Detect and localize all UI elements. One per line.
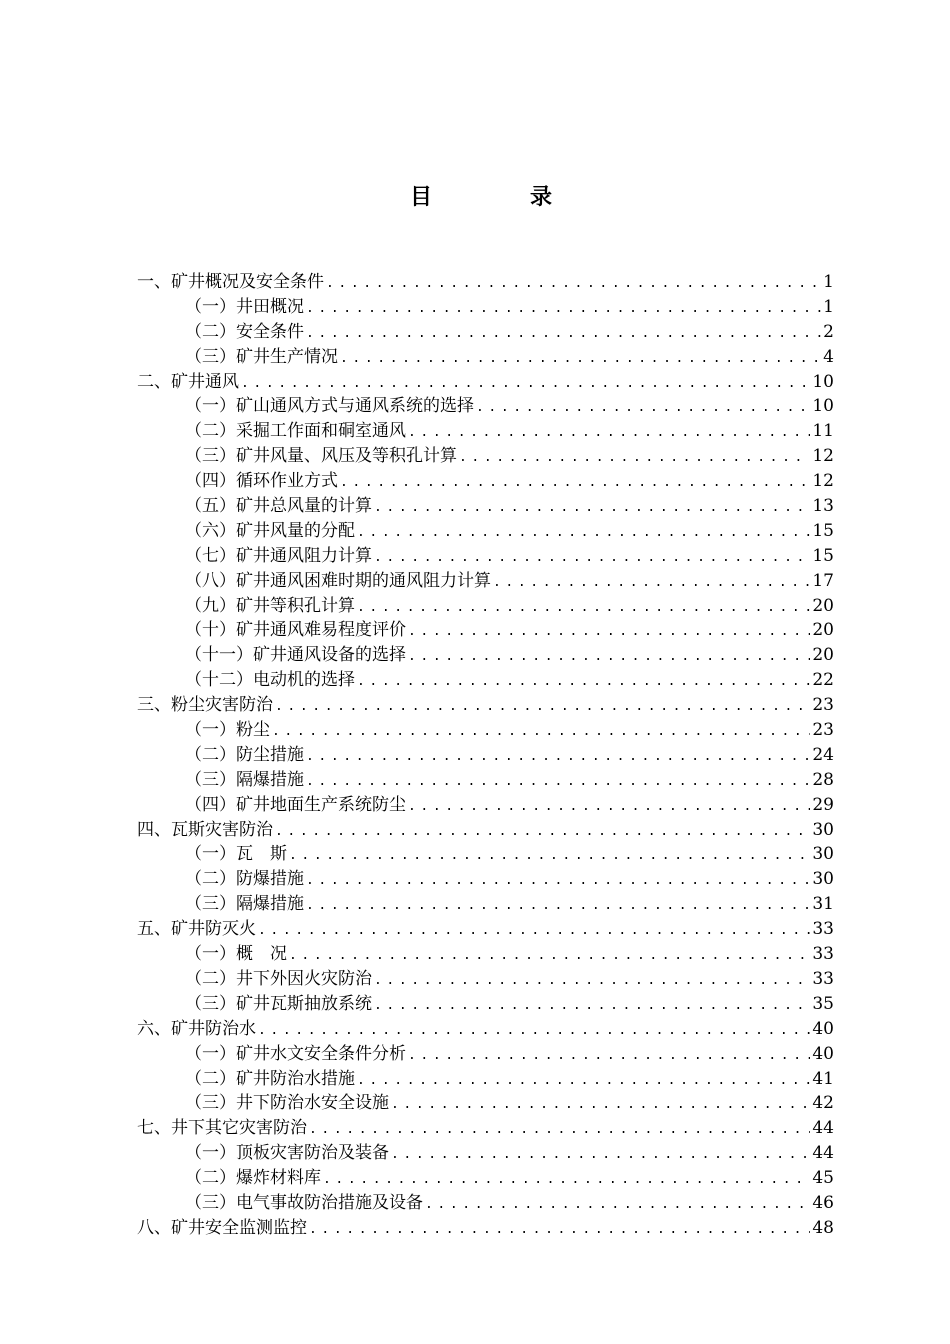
toc-dot-leader (338, 471, 810, 496)
table-of-contents (137, 270, 834, 1241)
toc-dot-leader (304, 322, 821, 347)
toc-entry-label: （十一）矿井通风设备的选择 (185, 645, 406, 666)
toc-entry-label: （六）矿井风量的分配 (185, 520, 355, 541)
toc-section-entry[interactable] (137, 892, 834, 917)
toc-entry-label: （二）防爆措施 (185, 869, 304, 890)
toc-section-entry[interactable] (137, 992, 834, 1017)
toc-section-entry[interactable] (137, 444, 834, 469)
toc-dot-leader (355, 596, 810, 621)
toc-entry-label: （三）隔爆措施 (185, 769, 304, 790)
toc-section-entry[interactable] (137, 519, 834, 544)
toc-page-number: 22 (812, 670, 834, 691)
toc-entry-label: （一）瓦 斯 (185, 844, 287, 865)
toc-page-number: 46 (812, 1192, 834, 1213)
toc-section-entry[interactable] (137, 1141, 834, 1166)
toc-dot-leader (321, 1168, 810, 1193)
toc-section-entry[interactable] (137, 419, 834, 444)
toc-dot-leader (273, 820, 810, 845)
toc-entry-label: 一、矿井概况及安全条件 (137, 272, 324, 292)
toc-page-number: 33 (812, 944, 834, 965)
toc-dot-leader (406, 1044, 810, 1069)
toc-dot-leader (406, 795, 810, 820)
toc-dot-leader (287, 844, 810, 869)
toc-section-entry[interactable] (137, 867, 834, 892)
toc-page-number: 35 (812, 993, 834, 1014)
toc-entry-label: （三）隔爆措施 (185, 894, 304, 915)
toc-page-number: 20 (812, 645, 834, 666)
toc-dot-leader (389, 1143, 810, 1168)
toc-entry-label: （二）防尘措施 (185, 744, 304, 765)
toc-entry-label: （五）矿井总风量的计算 (185, 496, 372, 517)
toc-page-number: 44 (812, 1143, 834, 1164)
toc-dot-leader (304, 297, 821, 322)
toc-section-entry[interactable] (137, 320, 834, 345)
toc-section-entry[interactable] (137, 1191, 834, 1216)
toc-dot-leader (372, 994, 810, 1019)
toc-entry-label: （三）矿井风量、风压及等积孔计算 (185, 446, 457, 467)
toc-section-entry[interactable] (137, 594, 834, 619)
toc-page-number: 20 (812, 595, 834, 616)
toc-entry-label: （四）矿井地面生产系统防尘 (185, 794, 406, 815)
toc-page-number: 20 (812, 620, 834, 641)
toc-dot-leader (338, 347, 821, 372)
toc-entry-label: 二、矿井通风 (137, 371, 239, 392)
toc-dot-leader (406, 645, 810, 670)
toc-section-entry[interactable] (137, 668, 834, 693)
toc-section-entry[interactable] (137, 544, 834, 569)
toc-page-number: 15 (812, 520, 834, 541)
toc-page-number: 11 (812, 421, 834, 442)
toc-page-number: 40 (812, 1043, 834, 1064)
toc-dot-leader (287, 944, 810, 969)
toc-chapter-entry[interactable] (137, 1216, 834, 1241)
toc-page-number: 42 (812, 1093, 834, 1114)
toc-section-entry[interactable] (137, 494, 834, 519)
toc-page-number: 41 (812, 1068, 834, 1089)
toc-dot-leader (324, 272, 821, 297)
toc-entry-label: （二）采掘工作面和硐室通风 (185, 421, 406, 442)
toc-dot-leader (406, 421, 810, 446)
toc-dot-leader (491, 571, 810, 596)
toc-chapter-entry[interactable] (137, 917, 834, 942)
toc-dot-leader (304, 745, 810, 770)
toc-chapter-entry[interactable] (137, 818, 834, 843)
toc-section-entry[interactable] (137, 842, 834, 867)
toc-page-number: 30 (812, 819, 834, 840)
toc-dot-leader (389, 1093, 810, 1118)
toc-section-entry[interactable] (137, 718, 834, 743)
toc-dot-leader (307, 1218, 810, 1243)
toc-entry-label: （一）粉尘 (185, 720, 270, 741)
toc-page-number: 40 (812, 1018, 834, 1039)
toc-section-entry[interactable] (137, 1091, 834, 1116)
toc-page-number: 31 (812, 894, 834, 915)
toc-page-number: 13 (812, 496, 834, 517)
toc-entry-label: （九）矿井等积孔计算 (185, 595, 355, 616)
toc-section-entry[interactable] (137, 643, 834, 668)
toc-page-number: 10 (812, 371, 834, 392)
toc-page-number: 24 (812, 744, 834, 765)
toc-entry-label: 八、矿井安全监测监控 (137, 1217, 307, 1238)
toc-entry-label: （七）矿井通风阻力计算 (185, 545, 372, 566)
toc-section-entry[interactable] (137, 768, 834, 793)
toc-dot-leader (307, 1118, 810, 1143)
toc-chapter-entry[interactable] (137, 370, 834, 395)
toc-entry-label: （一）矿山通风方式与通风系统的选择 (185, 396, 474, 417)
toc-section-entry[interactable] (137, 1067, 834, 1092)
toc-entry-label: （一）井田概况 (185, 296, 304, 317)
toc-entry-label: （二）安全条件 (185, 321, 304, 342)
toc-page-number: 44 (812, 1118, 834, 1139)
toc-chapter-entry[interactable] (137, 270, 834, 295)
toc-entry-label: （二）矿井防治水措施 (185, 1068, 355, 1089)
toc-page-number: 10 (812, 396, 834, 417)
toc-dot-leader (270, 720, 810, 745)
toc-dot-leader (355, 521, 810, 546)
toc-section-entry[interactable] (137, 569, 834, 594)
toc-dot-leader (256, 1019, 810, 1044)
toc-section-entry[interactable] (137, 743, 834, 768)
toc-section-entry[interactable] (137, 345, 834, 370)
toc-dot-leader (304, 894, 810, 919)
toc-entry-label: （十）矿井通风难易程度评价 (185, 620, 406, 641)
toc-dot-leader (304, 770, 810, 795)
toc-section-entry[interactable] (137, 469, 834, 494)
toc-page-number: 23 (812, 720, 834, 741)
toc-dot-leader (304, 869, 810, 894)
toc-page-number: 17 (812, 570, 834, 591)
toc-chapter-entry[interactable] (137, 1017, 834, 1042)
toc-page-number: 30 (812, 869, 834, 890)
toc-dot-leader (423, 1193, 810, 1218)
toc-page-number: 2 (823, 321, 834, 342)
toc-section-entry[interactable] (137, 394, 834, 419)
toc-page-number: 33 (812, 968, 834, 989)
toc-chapter-entry[interactable] (137, 1116, 834, 1141)
toc-section-entry[interactable] (137, 942, 834, 967)
toc-entry-label: （三）矿井瓦斯抽放系统 (185, 993, 372, 1014)
toc-page-number: 1 (823, 272, 834, 292)
toc-entry-label: （二）井下外因火灾防治 (185, 968, 372, 989)
toc-entry-label: （八）矿井通风困难时期的通风阻力计算 (185, 570, 491, 591)
toc-entry-label: （二）爆炸材料库 (185, 1168, 321, 1189)
toc-page-number: 30 (812, 844, 834, 865)
toc-dot-leader (239, 372, 810, 397)
toc-entry-label: （一）顶板灾害防治及装备 (185, 1143, 389, 1164)
toc-section-entry[interactable] (137, 1042, 834, 1067)
toc-section-entry[interactable] (137, 295, 834, 320)
toc-section-entry[interactable] (137, 793, 834, 818)
toc-entry-label: （三）井下防治水安全设施 (185, 1093, 389, 1114)
toc-page-number: 48 (812, 1217, 834, 1238)
toc-entry-label: （十二）电动机的选择 (185, 670, 355, 691)
toc-dot-leader (355, 1069, 810, 1094)
toc-page-number: 33 (812, 919, 834, 940)
toc-section-entry[interactable] (137, 967, 834, 992)
toc-entry-label: （一）矿井水文安全条件分析 (185, 1043, 406, 1064)
toc-page-number: 4 (823, 346, 834, 367)
toc-dot-leader (372, 969, 810, 994)
toc-section-entry[interactable] (137, 618, 834, 643)
toc-dot-leader (372, 546, 810, 571)
toc-page-number: 29 (812, 794, 834, 815)
toc-section-entry[interactable] (137, 1166, 834, 1191)
toc-page-number: 1 (823, 296, 834, 317)
toc-dot-leader (273, 695, 810, 720)
toc-dot-leader (256, 919, 810, 944)
toc-entry-label: （一）概 况 (185, 944, 287, 965)
toc-page-number: 12 (812, 471, 834, 492)
toc-entry-label: （三）电气事故防治措施及设备 (185, 1192, 423, 1213)
toc-page-number: 15 (812, 545, 834, 566)
toc-chapter-entry[interactable] (137, 693, 834, 718)
toc-entry-label: 六、矿井防治水 (137, 1018, 256, 1039)
toc-dot-leader (406, 620, 810, 645)
toc-page-number: 23 (812, 695, 834, 716)
toc-entry-label: 四、瓦斯灾害防治 (137, 819, 273, 840)
toc-entry-label: 七、井下其它灾害防治 (137, 1118, 307, 1139)
toc-page-number: 28 (812, 769, 834, 790)
toc-entry-label: 三、粉尘灾害防治 (137, 695, 273, 716)
toc-page-number: 45 (812, 1168, 834, 1189)
toc-entry-label: 五、矿井防灭火 (137, 919, 256, 940)
toc-title: 目 录 (409, 184, 590, 210)
toc-dot-leader (355, 670, 810, 695)
toc-entry-label: （四）循环作业方式 (185, 471, 338, 492)
toc-dot-leader (457, 446, 810, 471)
toc-dot-leader (372, 496, 810, 521)
toc-page-number: 12 (812, 446, 834, 467)
toc-entry-label: （三）矿井生产情况 (185, 346, 338, 367)
toc-dot-leader (474, 396, 810, 421)
